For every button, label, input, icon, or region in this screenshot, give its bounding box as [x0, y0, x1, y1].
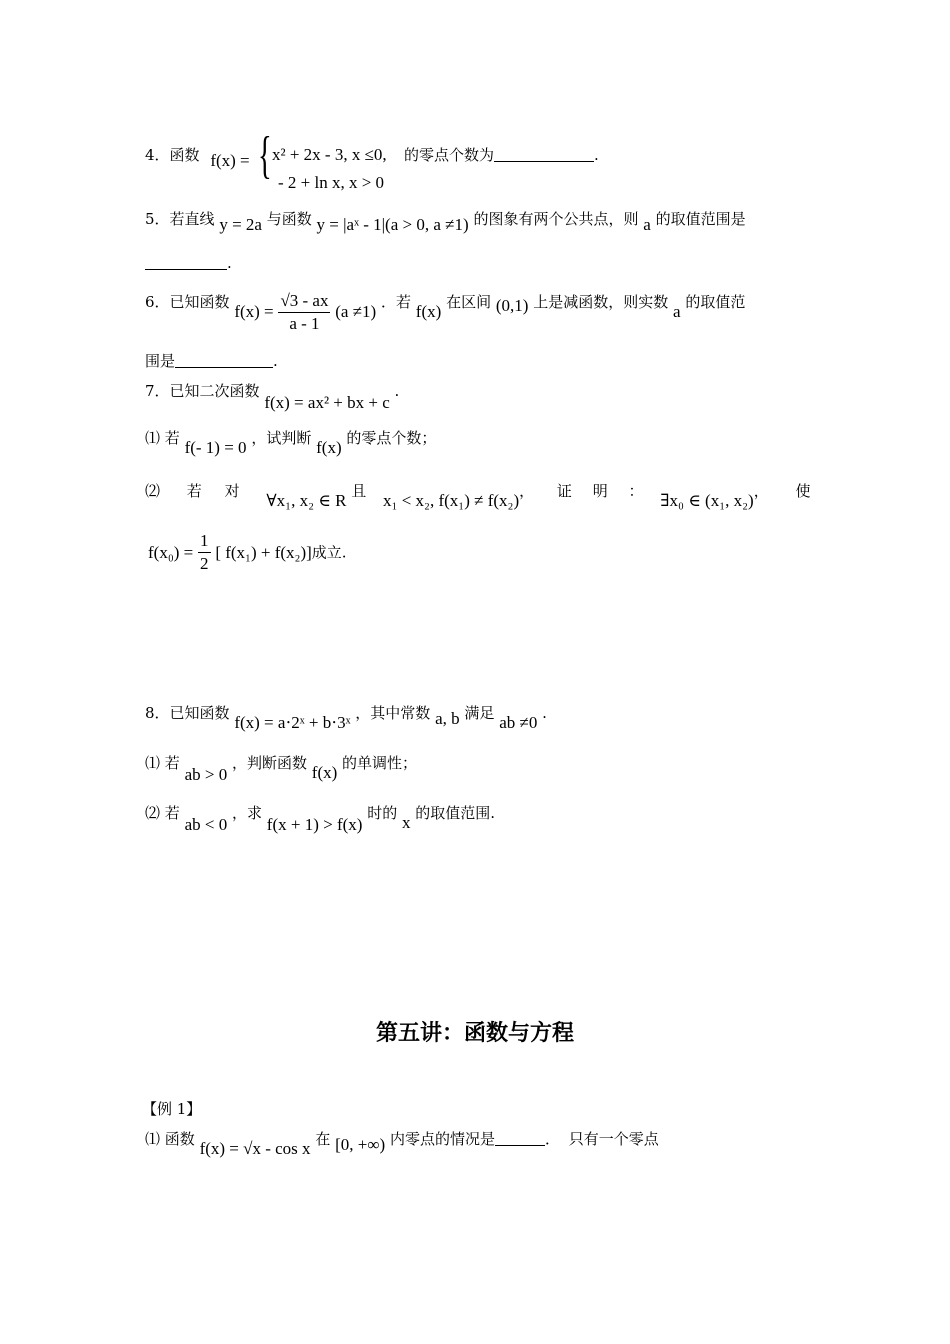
- fraction: $\frac{√3 - ax}{a - 1}$: [280, 291, 329, 333]
- piecewise-brace: {: [258, 127, 272, 184]
- example-label: 【例 1】: [142, 1100, 202, 1118]
- answer-blank[interactable]: [495, 1131, 545, 1146]
- question-6-line-2: 围是 .: [145, 352, 278, 370]
- answer-blank[interactable]: [145, 255, 227, 270]
- piecewise-case-2: - 2 + ln x, x > 0: [278, 173, 385, 192]
- question-7: 7．已知二次函数 f(x) = ax² + bx + c .: [145, 382, 400, 412]
- question-7-part-2: ⑵ 若 对 ∀x₁, x₂ ∈ R 且 x₁ < x₂, f(x₁) ≠ f(x₂)， 证 明 ： ∃x₀ ∈ (x₁, x₂)， 使: [145, 482, 811, 510]
- question-8: 8．已知函数 f(x) = a⋅2ˣ + b⋅3ˣ ，其中常数 a, b 满足 ab ≠0 .: [145, 704, 547, 732]
- question-4: 4．函数 f(x) =: [145, 146, 250, 170]
- example-1-part-1: ⑴ 函数 f(x) = √x - cos x 在 [0, +∞) 内零点的情况是 ． 只有一个零点: [145, 1130, 659, 1158]
- section-title: 第五讲：函数与方程: [375, 1021, 574, 1046]
- question-4-tail: 的零点个数为 .: [404, 146, 599, 164]
- question-5-blank-line: .: [145, 252, 232, 274]
- answer-blank[interactable]: [175, 353, 273, 368]
- fraction-half: $\frac{1}{2}$: [200, 531, 209, 573]
- piecewise-case-1: x² + 2x - 3, x ≤0,: [272, 145, 387, 164]
- question-7-part-2-eq: f(x₀) = $\frac{1}{2}$ [ f(x₁) + f(x₂)]成立.: [148, 531, 347, 573]
- question-8-part-2: ⑵ 若 ab < 0 ，求 f(x + 1) > f(x) 时的 x 的取值范围.: [145, 804, 496, 834]
- question-8-part-1: ⑴ 若 ab > 0 ，判断函数 f(x) 的单调性；: [145, 754, 418, 784]
- question-5: 5．若直线 y = 2a 与函数 y = |aˣ - 1|(a > 0, a ≠1) 的图象有两个公共点，则 a 的取值范围是: [145, 210, 746, 234]
- question-7-part-1: ⑴ 若 f(- 1) = 0 ，试判断 f(x) 的零点个数；: [145, 429, 437, 457]
- question-6: 6．已知函数 f(x) = $\frac{√3 - ax}{a - 1}$ (a ≠1) ．若 f(x) 在区间 (0,1) 上是减函数，则实数 a 的取值范: [145, 291, 746, 333]
- answer-blank[interactable]: [494, 147, 594, 162]
